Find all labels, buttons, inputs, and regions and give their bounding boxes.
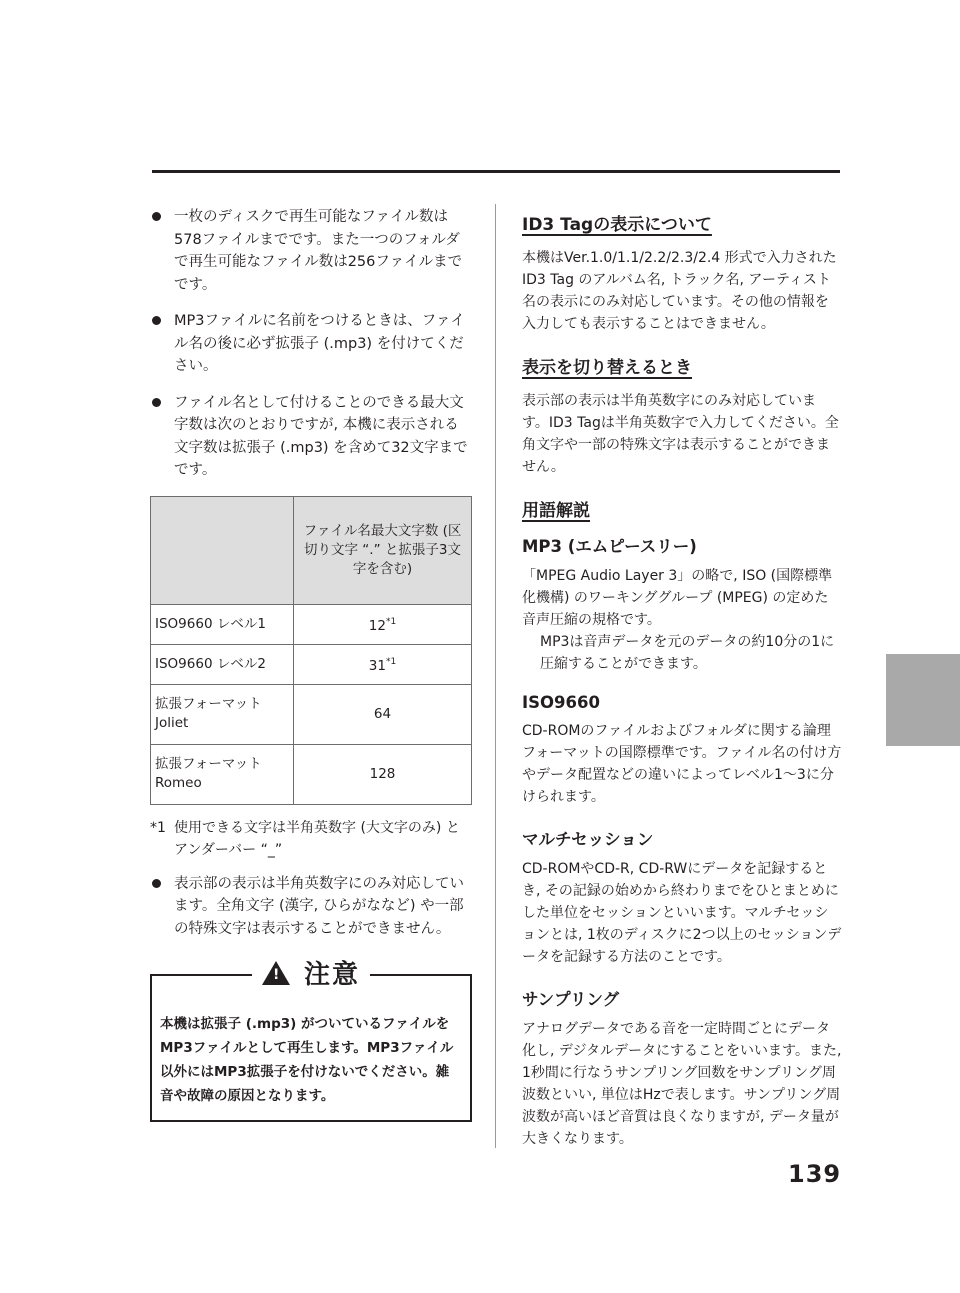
table-row-label: 拡張フォーマット Romeo bbox=[151, 744, 294, 804]
section-body: 本機はVer.1.0/1.1/2.2/2.3/2.4 形式で入力されたID3 Tag のアルバム名, トラック名, アーティスト名の表示にのみ対応しています。その他の情報を入力しても表示することはできません。 bbox=[522, 250, 837, 332]
table-corner-cell bbox=[151, 496, 294, 604]
footnote-ref: *1 bbox=[385, 656, 397, 667]
table-row bbox=[151, 684, 472, 744]
footnote-text: 使用できる文字は半角英数字 (大文字のみ) とアンダーバー “_” bbox=[174, 819, 460, 858]
term-body: CD-ROMのファイルおよびフォルダに関する論理フォーマットの国際標準です。ファイル名の付け方やデータ配置などの違いによってレベル1〜3に分けられます。 bbox=[522, 723, 842, 805]
bullet-dot-icon bbox=[152, 316, 161, 325]
left-column bbox=[150, 206, 472, 1122]
table-row-value: 31 bbox=[368, 657, 386, 674]
header-rule bbox=[152, 170, 840, 173]
bullet-text: 一枚のディスクで再生可能なファイル数は578ファイルまでです。また一つのフォルダで再生可能なファイル数は256ファイルまでです。 bbox=[174, 209, 463, 293]
warning-icon bbox=[262, 961, 290, 985]
warning-icon-mark: ! bbox=[272, 966, 280, 983]
bullet-text: ファイル名として付けることのできる最大文字数は次のとおりですが, 本機に表示される文字数は拡張子 (.mp3) を含めて32文字までです。 bbox=[174, 394, 468, 478]
table-row-label: ISO9660 レベル2 bbox=[151, 644, 294, 684]
footnote bbox=[150, 817, 472, 861]
table-row-label: 拡張フォーマット Joliet bbox=[151, 684, 294, 744]
section-tab bbox=[886, 654, 960, 746]
term-heading: マルチセッション bbox=[522, 830, 654, 849]
table-row-value: 12 bbox=[368, 617, 386, 634]
bullet-item bbox=[150, 206, 472, 296]
caution-title bbox=[252, 954, 370, 991]
bullet-dot-icon bbox=[152, 879, 161, 888]
term-heading: ISO9660 bbox=[522, 693, 600, 712]
footnote-mark: *1 bbox=[150, 819, 166, 836]
bullet-item bbox=[150, 392, 472, 482]
caution-box bbox=[150, 960, 472, 1122]
table-row-value: 128 bbox=[294, 744, 472, 804]
filename-length-table bbox=[150, 496, 472, 805]
table-row bbox=[151, 744, 472, 804]
section-heading: 表示を切り替えるとき bbox=[522, 358, 692, 378]
bullet-item bbox=[150, 310, 472, 378]
table-row-value-cell bbox=[294, 644, 472, 684]
term-heading: MP3 (エムピースリー) bbox=[522, 537, 697, 556]
caution-text: 本機は拡張子 (.mp3) がついているファイルをMP3ファイルとして再生します。MP3ファイル以外にはMP3拡張子を付けないでください。雑音や故障の原因となります。 bbox=[160, 1016, 454, 1104]
column-divider bbox=[495, 204, 496, 1148]
term-heading: サンプリング bbox=[522, 990, 620, 1009]
table-row-label: ISO9660 レベル1 bbox=[151, 604, 294, 644]
bullet-dot-icon bbox=[152, 212, 161, 221]
bullet-item bbox=[150, 873, 472, 941]
page-number: 139 bbox=[788, 1160, 842, 1188]
term-body: CD-ROMやCD-R, CD-RWにデータを記録するとき, その記録の始めから終わりまでをひとまとめにした単位をセッションといいます。マルチセッションとは, 1枚のディスクに2つ以上のセッションデータを記録する方法のことです。 bbox=[522, 861, 842, 965]
term-body: アナログデータである音を一定時間ごとにデータ化し, デジタルデータにすることをいいます。また, 1秒間に行なうサンプリング回数をサンプリング周波数といい, 単位はHzで表します。サンプリング周波数が高いほど音質は良くなりますが, データ量が大きくなります。 bbox=[522, 1021, 842, 1147]
footnote-ref: *1 bbox=[385, 616, 397, 627]
bullet-dot-icon bbox=[152, 398, 161, 407]
table-row-value-cell bbox=[294, 604, 472, 644]
table-row bbox=[151, 604, 472, 644]
bullet-text: MP3ファイルに名前をつけるときは、ファイル名の後に必ず拡張子 (.mp3) を付けてください。 bbox=[174, 313, 465, 374]
term-body: 「MPEG Audio Layer 3」の略で, ISO (国際標準化機構) のワーキンググループ (MPEG) の定めた音声圧縮の規格です。 bbox=[522, 568, 833, 628]
glossary-heading: 用語解説 bbox=[522, 501, 590, 521]
right-column bbox=[522, 210, 842, 1168]
table-header: ファイル名最大文字数 (区切り文字 “.” と拡張子3文字を含む) bbox=[294, 496, 472, 604]
caution-title-text: 注意 bbox=[303, 960, 361, 990]
term-extra: MP3は音声データを元のデータの約10分の1に圧縮することができます。 bbox=[540, 634, 835, 672]
table-row-value: 64 bbox=[294, 684, 472, 744]
section-heading: ID3 Tagの表示について bbox=[522, 215, 712, 235]
table-row bbox=[151, 644, 472, 684]
section-body: 表示部の表示は半角英数字にのみ対応しています。ID3 Tagは半角英数字で入力してください。全角文字や一部の特殊文字は表示することができません。 bbox=[522, 393, 839, 475]
bullet-text: 表示部の表示は半角英数字にのみ対応しています。全角文字 (漢字, ひらがななど) や一部の特殊文字は表示することができません。 bbox=[174, 875, 464, 937]
